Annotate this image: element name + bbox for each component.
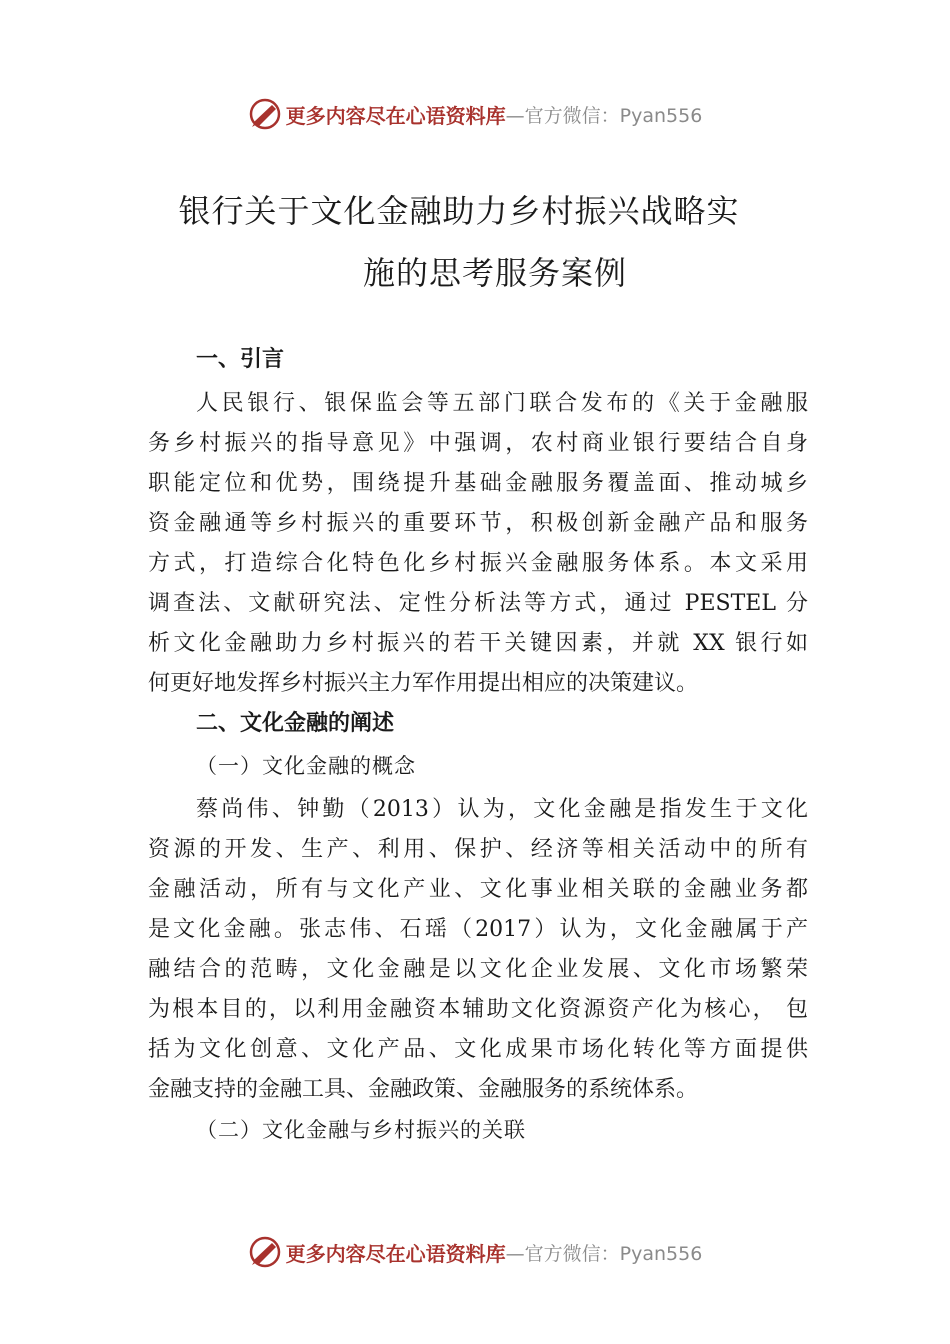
para-2-line: 是文化金融。张志伟、石瑶（2017）认为，文化金融属于产 bbox=[148, 917, 808, 942]
para-2-line: 蔡尚伟、钟勤（2013）认为，文化金融是指发生于文化 bbox=[196, 797, 808, 822]
para-1-line: 职能定位和优势，围绕提升基础金融服务覆盖面、推动城乡 bbox=[148, 471, 808, 496]
para-2-line: 融结合的范畴，文化金融是以文化企业发展、文化市场繁荣 bbox=[148, 957, 808, 982]
subsection-1-heading: （一）文化金融的概念 bbox=[196, 754, 416, 778]
banner-wechat-text: —官方微信：Pyan556 bbox=[505, 104, 703, 127]
section-1-heading: 一、引言 bbox=[196, 347, 285, 372]
para-2-line: 为根本目的，以利用金融资本辅助文化资源资产化为核心， 包 bbox=[148, 997, 808, 1022]
document-title-line-1: 银行关于文化金融助力乡村振兴战略实 bbox=[178, 192, 740, 230]
para-2-line: 资源的开发、生产、利用、保护、经济等相关活动中的所有 bbox=[148, 837, 808, 862]
banner-wechat-text: —官方微信：Pyan556 bbox=[505, 1242, 703, 1265]
para-2-line: 金融活动，所有与文化产业、文化事业相关联的金融业务都 bbox=[148, 877, 808, 902]
para-1-line: 析文化金融助力乡村振兴的若干关键因素，并就 XX 银行如 bbox=[148, 631, 808, 656]
para-2-line: 括为文化创意、文化产品、文化成果市场化转化等方面提供 bbox=[148, 1037, 808, 1062]
pen-logo-icon bbox=[248, 97, 282, 131]
para-2-line: 金融支持的金融工具、金融政策、金融服务的系统体系。 bbox=[148, 1077, 699, 1102]
para-1-line: 调查法、文献研究法、定性分析法等方式，通过 PESTEL 分 bbox=[148, 591, 808, 616]
document-title-line-2: 施的思考服务案例 bbox=[362, 254, 627, 292]
para-1-line: 人民银行、银保监会等五部门联合发布的《关于金融服 bbox=[196, 391, 808, 416]
footer-banner bbox=[0, 1232, 950, 1272]
pen-logo-icon bbox=[248, 1235, 282, 1269]
para-1-line: 何更好地发挥乡村振兴主力军作用提出相应的决策建议。 bbox=[148, 671, 699, 696]
header-banner bbox=[0, 94, 950, 134]
para-1-line: 资金融通等乡村振兴的重要环节，积极创新金融产品和服务 bbox=[148, 511, 808, 536]
banner-brand-text: 更多内容尽在心语资料库 bbox=[285, 1241, 506, 1266]
subsection-2-heading: （二）文化金融与乡村振兴的关联 bbox=[196, 1118, 526, 1142]
para-1-line: 务乡村振兴的指导意见》中强调，农村商业银行要结合自身 bbox=[148, 431, 808, 456]
para-1-line: 方式，打造综合化特色化乡村振兴金融服务体系。本文采用 bbox=[148, 551, 808, 576]
section-2-heading: 二、文化金融的阐述 bbox=[196, 711, 395, 736]
banner-brand-text: 更多内容尽在心语资料库 bbox=[285, 103, 506, 128]
